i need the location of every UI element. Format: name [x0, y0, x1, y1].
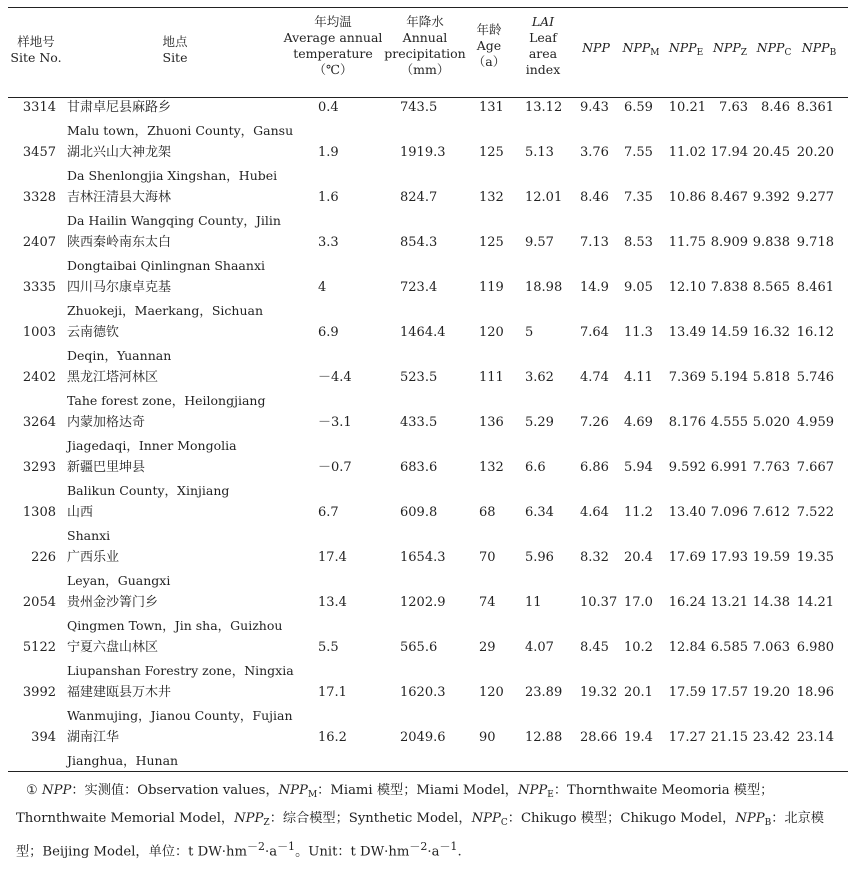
- header-npp-z: [708, 40, 752, 61]
- npp-z-cell: 7.096: [710, 505, 748, 520]
- precipitation-cell: 854.3: [400, 235, 438, 250]
- header-temp-en1: Average annual: [283, 30, 383, 45]
- npp-b-cell: 6.980: [796, 640, 834, 655]
- npp-cell: 8.32: [580, 550, 609, 565]
- location-cn-cell: 贵州金沙箐门乡: [67, 595, 159, 610]
- location-cn-cell: 吉林汪清县大海林: [67, 190, 172, 205]
- header-prec-en2: precipitation: [384, 46, 466, 61]
- lai-cell: 5.96: [525, 550, 554, 565]
- temperature-cell: 6.9: [318, 325, 339, 340]
- npp-z-cell: 7.63: [719, 100, 748, 115]
- npp-c-cell: 20.45: [752, 145, 790, 160]
- npp-b-cell: 20.20: [796, 145, 834, 160]
- location-en-cell: Da Hailin Wangqing County，Jilin: [67, 213, 281, 228]
- age-cell: 120: [479, 685, 504, 700]
- header-npp-label: NPP: [582, 40, 610, 55]
- npp-b-cell: 14.21: [796, 595, 834, 610]
- footnote-text-9: ·a: [427, 844, 440, 860]
- header-temp-unit: （℃）: [313, 62, 353, 77]
- location-en-cell: Malu town，Zhuoni County，Gansu: [67, 123, 294, 138]
- temperature-cell: 17.1: [318, 685, 347, 700]
- footnote-npp-c: NPP: [471, 811, 501, 826]
- site-no-cell: 394: [31, 730, 56, 745]
- location-en-cell: Deqin，Yuannan: [67, 348, 172, 363]
- precipitation-cell: 523.5: [400, 370, 438, 385]
- npp-e-cell: 8.176: [668, 415, 706, 430]
- lai-cell: 6.6: [525, 460, 546, 475]
- lai-cell: 6.34: [525, 505, 554, 520]
- header-loc-en: Site: [162, 50, 188, 65]
- header-npp-e-sub: E: [696, 48, 704, 58]
- npp-cell: 7.13: [580, 235, 609, 250]
- npp-cell: 8.45: [580, 640, 609, 655]
- npp-c-cell: 9.392: [752, 190, 790, 205]
- temperature-cell: 13.4: [318, 595, 347, 610]
- npp-e-cell: 13.40: [668, 505, 706, 520]
- npp-m-cell: 11.2: [624, 505, 653, 520]
- footnote-text-3: ：Thornthwaite Meomoria 模型；Thornthwaite Memorial Model，: [16, 783, 774, 826]
- header-lai: [515, 14, 571, 78]
- precipitation-cell: 824.7: [400, 190, 438, 205]
- header-npp-e: [664, 40, 708, 61]
- header-npp-c: [752, 40, 796, 61]
- header-npp: [574, 40, 618, 56]
- npp-cell: 6.86: [580, 460, 609, 475]
- age-cell: 132: [479, 460, 504, 475]
- npp-m-cell: 7.35: [624, 190, 653, 205]
- precipitation-cell: 743.5: [400, 100, 438, 115]
- location-cn-cell: 山西: [67, 505, 94, 520]
- lai-cell: 23.89: [525, 685, 563, 700]
- npp-cell: 19.32: [580, 685, 618, 700]
- npp-z-cell: 5.194: [710, 370, 748, 385]
- table-top-rule: [8, 7, 848, 8]
- precipitation-cell: 1202.9: [400, 595, 446, 610]
- location-en-cell: Tahe forest zone，Heilongjiang: [67, 393, 266, 408]
- npp-z-cell: 17.57: [710, 685, 748, 700]
- npp-b-cell: 16.12: [796, 325, 834, 340]
- temperature-cell: 17.4: [318, 550, 347, 565]
- npp-c-cell: 7.763: [752, 460, 790, 475]
- npp-cell: 4.74: [580, 370, 609, 385]
- header-prec-en1: Annual: [402, 30, 448, 45]
- npp-b-cell: 8.361: [796, 100, 834, 115]
- header-age-cn: 年龄: [476, 22, 502, 37]
- lai-cell: 5.29: [525, 415, 554, 430]
- precipitation-cell: 1620.3: [400, 685, 446, 700]
- npp-e-cell: 10.86: [668, 190, 706, 205]
- footnote-exp-4: －1: [439, 840, 458, 853]
- precipitation-cell: 683.6: [400, 460, 438, 475]
- age-cell: 119: [479, 280, 504, 295]
- npp-m-cell: 9.05: [624, 280, 653, 295]
- header-site-en: Site No.: [10, 50, 62, 65]
- npp-b-cell: 9.718: [796, 235, 834, 250]
- temperature-cell: 4: [318, 280, 327, 295]
- footnote-text-1: ：实测值：Observation values，: [71, 783, 279, 798]
- npp-m-cell: 19.4: [624, 730, 653, 745]
- site-no-cell: 2402: [22, 370, 56, 385]
- npp-z-cell: 21.15: [710, 730, 748, 745]
- npp-c-cell: 23.42: [752, 730, 790, 745]
- npp-cell: 10.37: [580, 595, 618, 610]
- location-cn-cell: 福建建瓯县万木井: [67, 685, 172, 700]
- lai-cell: 18.98: [525, 280, 563, 295]
- precipitation-cell: 1919.3: [400, 145, 446, 160]
- location-en-cell: Qingmen Town，Jin sha，Guizhou: [67, 618, 283, 633]
- temperature-cell: 1.9: [318, 145, 339, 160]
- npp-e-cell: 13.49: [668, 325, 706, 340]
- lai-cell: 12.01: [525, 190, 563, 205]
- npp-m-cell: 7.55: [624, 145, 653, 160]
- header-precipitation: [382, 14, 468, 78]
- header-loc-cn: 地点: [162, 34, 188, 49]
- lai-cell: 4.07: [525, 640, 554, 655]
- age-cell: 136: [479, 415, 504, 430]
- npp-cell: 8.46: [580, 190, 609, 205]
- header-prec-cn: 年降水: [406, 14, 444, 29]
- location-cn-cell: 四川马尔康卓克基: [67, 280, 172, 295]
- npp-b-cell: 7.667: [796, 460, 834, 475]
- npp-c-cell: 5.020: [752, 415, 790, 430]
- npp-z-cell: 13.21: [710, 595, 748, 610]
- header-age-en: Age: [476, 38, 502, 53]
- age-cell: 74: [479, 595, 496, 610]
- site-no-cell: 1003: [22, 325, 56, 340]
- footnote: [16, 779, 846, 863]
- npp-m-cell: 4.11: [624, 370, 653, 385]
- npp-z-cell: 8.467: [710, 190, 748, 205]
- location-cn-cell: 广西乐业: [67, 550, 120, 565]
- site-no-cell: 1308: [22, 505, 56, 520]
- footnote-npp: NPP: [42, 783, 72, 798]
- npp-e-cell: 10.21: [668, 100, 706, 115]
- footnote-exp-1: －2: [247, 840, 265, 853]
- footnote-text-2: ：Miami 模型；Miami Model，: [317, 783, 518, 798]
- header-npp-c-sub: C: [784, 48, 792, 58]
- npp-m-cell: 20.4: [624, 550, 653, 565]
- site-no-cell: 3328: [22, 190, 56, 205]
- site-no-cell: 3264: [22, 415, 56, 430]
- npp-z-cell: 6.991: [710, 460, 748, 475]
- header-lai-index: index: [525, 62, 561, 77]
- footnote-npp-z: NPP: [234, 811, 264, 826]
- npp-e-cell: 7.369: [668, 370, 706, 385]
- age-cell: 125: [479, 235, 504, 250]
- npp-cell: 14.9: [580, 280, 609, 295]
- npp-c-cell: 14.38: [752, 595, 790, 610]
- location-cn-cell: 甘肃卓尼县麻路乡: [67, 100, 172, 115]
- footnote-npp-b: NPP: [735, 811, 765, 826]
- location-en-cell: Liupanshan Forestry zone，Ningxia: [67, 663, 294, 678]
- npp-c-cell: 8.565: [752, 280, 790, 295]
- age-cell: 132: [479, 190, 504, 205]
- lai-cell: 12.88: [525, 730, 563, 745]
- lai-cell: 5.13: [525, 145, 554, 160]
- npp-b-cell: 5.746: [796, 370, 834, 385]
- footnote-sub-c: C: [500, 818, 508, 828]
- location-en-cell: Da Shenlongjia Xingshan，Hubei: [67, 168, 278, 183]
- npp-e-cell: 11.75: [668, 235, 706, 250]
- npp-m-cell: 11.3: [624, 325, 653, 340]
- npp-e-cell: 11.02: [668, 145, 706, 160]
- header-temp-cn: 年均温: [314, 14, 352, 29]
- npp-c-cell: 7.612: [752, 505, 790, 520]
- header-npp-b: [797, 40, 841, 61]
- npp-b-cell: 23.14: [796, 730, 834, 745]
- header-site-cn: 样地号: [17, 34, 55, 49]
- npp-m-cell: 17.0: [624, 595, 653, 610]
- footnote-sub-e: E: [547, 790, 554, 800]
- age-cell: 120: [479, 325, 504, 340]
- npp-e-cell: 17.59: [668, 685, 706, 700]
- location-en-cell: Zhuokeji，Maerkang，Sichuan: [67, 303, 264, 318]
- npp-b-cell: 19.35: [796, 550, 834, 565]
- header-lai-area: area: [528, 46, 558, 61]
- header-prec-unit: （mm）: [400, 62, 450, 77]
- npp-cell: 9.43: [580, 100, 609, 115]
- npp-c-cell: 7.063: [752, 640, 790, 655]
- header-site-no: [8, 14, 64, 66]
- footnote-sub-m: M: [307, 790, 318, 800]
- npp-e-cell: 9.592: [668, 460, 706, 475]
- site-no-cell: 226: [31, 550, 56, 565]
- precipitation-cell: 433.5: [400, 415, 438, 430]
- location-en-cell: Jiagedaqi，Inner Mongolia: [67, 438, 237, 453]
- npp-c-cell: 9.838: [752, 235, 790, 250]
- npp-cell: 7.64: [580, 325, 609, 340]
- npp-m-cell: 5.94: [624, 460, 653, 475]
- npp-m-cell: 4.69: [624, 415, 653, 430]
- location-cn-cell: 新疆巴里坤县: [67, 460, 146, 475]
- footnote-mark: ①: [26, 783, 38, 798]
- header-npp-z-sub: Z: [740, 48, 748, 58]
- npp-cell: 7.26: [580, 415, 609, 430]
- footnote-text-5: ：Chikugo 模型；Chikugo Model，: [507, 811, 736, 826]
- npp-c-cell: 19.20: [752, 685, 790, 700]
- site-no-cell: 5122: [22, 640, 56, 655]
- footnote-exp-3: －2: [409, 840, 428, 853]
- location-cn-cell: 宁夏六盘山林区: [67, 640, 159, 655]
- header-npp-c-base: NPP: [756, 40, 785, 55]
- npp-cell: 4.64: [580, 505, 609, 520]
- npp-z-cell: 4.555: [710, 415, 748, 430]
- header-lai-abbr: LAI: [531, 14, 555, 29]
- header-lai-leaf: Leaf: [529, 30, 557, 45]
- location-en-cell: Wanmujing，Jianou County，Fujian: [67, 708, 293, 723]
- footnote-text-6: ：北京模型；Beijing Model，单位：t DW·hm: [16, 811, 824, 860]
- header-npp-m-base: NPP: [622, 40, 651, 55]
- location-cn-cell: 内蒙加格达奇: [67, 415, 146, 430]
- age-cell: 90: [479, 730, 496, 745]
- age-cell: 111: [479, 370, 504, 385]
- age-cell: 68: [479, 505, 496, 520]
- npp-c-cell: 16.32: [752, 325, 790, 340]
- footnote-text-7: ·a: [265, 844, 278, 860]
- footnote-text-8: 。Unit：t DW·hm: [295, 844, 410, 860]
- temperature-cell: 16.2: [318, 730, 347, 745]
- npp-e-cell: 17.69: [668, 550, 706, 565]
- lai-cell: 11: [525, 595, 542, 610]
- footnote-text-10: .: [457, 844, 462, 860]
- site-no-cell: 2407: [22, 235, 56, 250]
- footnote-npp-m: NPP: [278, 783, 308, 798]
- npp-b-cell: 7.522: [796, 505, 834, 520]
- age-cell: 125: [479, 145, 504, 160]
- header-age-unit: （a）: [472, 54, 506, 69]
- location-cn-cell: 云南德钦: [67, 325, 120, 340]
- header-temperature: [283, 14, 383, 78]
- header-npp-e-base: NPP: [668, 40, 697, 55]
- table-bottom-rule: [8, 771, 848, 772]
- temperature-cell: －4.4: [318, 370, 352, 385]
- npp-c-cell: 8.46: [761, 100, 790, 115]
- header-npp-b-base: NPP: [801, 40, 830, 55]
- lai-cell: 3.62: [525, 370, 554, 385]
- precipitation-cell: 1654.3: [400, 550, 446, 565]
- site-no-cell: 3335: [22, 280, 56, 295]
- npp-m-cell: 20.1: [624, 685, 653, 700]
- temperature-cell: 1.6: [318, 190, 339, 205]
- location-en-cell: Balikun County，Xinjiang: [67, 483, 230, 498]
- npp-c-cell: 5.818: [752, 370, 790, 385]
- site-no-cell: 3314: [22, 100, 56, 115]
- npp-b-cell: 9.277: [796, 190, 834, 205]
- location-en-cell: Leyan，Guangxi: [67, 573, 171, 588]
- site-no-cell: 2054: [22, 595, 56, 610]
- npp-m-cell: 6.59: [624, 100, 653, 115]
- npp-m-cell: 10.2: [624, 640, 653, 655]
- header-age: [468, 14, 510, 70]
- footnote-sub-b: B: [764, 818, 772, 828]
- age-cell: 131: [479, 100, 504, 115]
- npp-b-cell: 4.959: [796, 415, 834, 430]
- precipitation-cell: 1464.4: [400, 325, 446, 340]
- precipitation-cell: 609.8: [400, 505, 438, 520]
- age-cell: 70: [479, 550, 496, 565]
- location-cn-cell: 湖南江华: [67, 730, 120, 745]
- temperature-cell: 0.4: [318, 100, 339, 115]
- lai-cell: 5: [525, 325, 534, 340]
- table-header-rule: [8, 97, 848, 98]
- precipitation-cell: 565.6: [400, 640, 438, 655]
- precipitation-cell: 2049.6: [400, 730, 446, 745]
- header-temp-en2: temperature: [293, 46, 373, 61]
- temperature-cell: －0.7: [318, 460, 352, 475]
- npp-z-cell: 7.838: [710, 280, 748, 295]
- header-npp-m: [618, 40, 664, 61]
- temperature-cell: 6.7: [318, 505, 339, 520]
- npp-z-cell: 17.94: [710, 145, 748, 160]
- location-cn-cell: 黑龙江塔河林区: [67, 370, 159, 385]
- npp-b-cell: 18.96: [796, 685, 834, 700]
- npp-cell: 28.66: [580, 730, 618, 745]
- header-location: [130, 14, 220, 66]
- npp-e-cell: 17.27: [668, 730, 706, 745]
- footnote-text-4: ：综合模型；Synthetic Model，: [269, 811, 472, 826]
- location-cn-cell: 湖北兴山大神龙架: [67, 145, 172, 160]
- precipitation-cell: 723.4: [400, 280, 438, 295]
- temperature-cell: 3.3: [318, 235, 339, 250]
- header-npp-z-base: NPP: [712, 40, 741, 55]
- site-no-cell: 3457: [22, 145, 56, 160]
- location-en-cell: Shanxi: [67, 528, 111, 543]
- lai-cell: 13.12: [525, 100, 563, 115]
- temperature-cell: －3.1: [318, 415, 352, 430]
- npp-e-cell: 12.84: [668, 640, 706, 655]
- npp-z-cell: 8.909: [710, 235, 748, 250]
- header-npp-b-sub: B: [829, 48, 837, 58]
- footnote-sub-z: Z: [263, 818, 270, 828]
- site-no-cell: 3293: [22, 460, 56, 475]
- location-cn-cell: 陕西秦岭南东太白: [67, 235, 172, 250]
- npp-m-cell: 8.53: [624, 235, 653, 250]
- footnote-exp-2: －1: [277, 840, 296, 853]
- npp-z-cell: 17.93: [710, 550, 748, 565]
- npp-b-cell: 8.461: [796, 280, 834, 295]
- footnote-npp-e: NPP: [518, 783, 548, 798]
- location-en-cell: Jianghua，Hunan: [67, 753, 179, 768]
- location-en-cell: Dongtaibai Qinlingnan Shaanxi: [67, 258, 265, 273]
- npp-e-cell: 16.24: [668, 595, 706, 610]
- header-npp-m-sub: M: [650, 48, 660, 58]
- npp-c-cell: 19.59: [752, 550, 790, 565]
- npp-e-cell: 12.10: [668, 280, 706, 295]
- site-no-cell: 3992: [22, 685, 56, 700]
- lai-cell: 9.57: [525, 235, 554, 250]
- npp-cell: 3.76: [580, 145, 609, 160]
- npp-z-cell: 14.59: [710, 325, 748, 340]
- npp-z-cell: 6.585: [710, 640, 748, 655]
- temperature-cell: 5.5: [318, 640, 339, 655]
- age-cell: 29: [479, 640, 496, 655]
